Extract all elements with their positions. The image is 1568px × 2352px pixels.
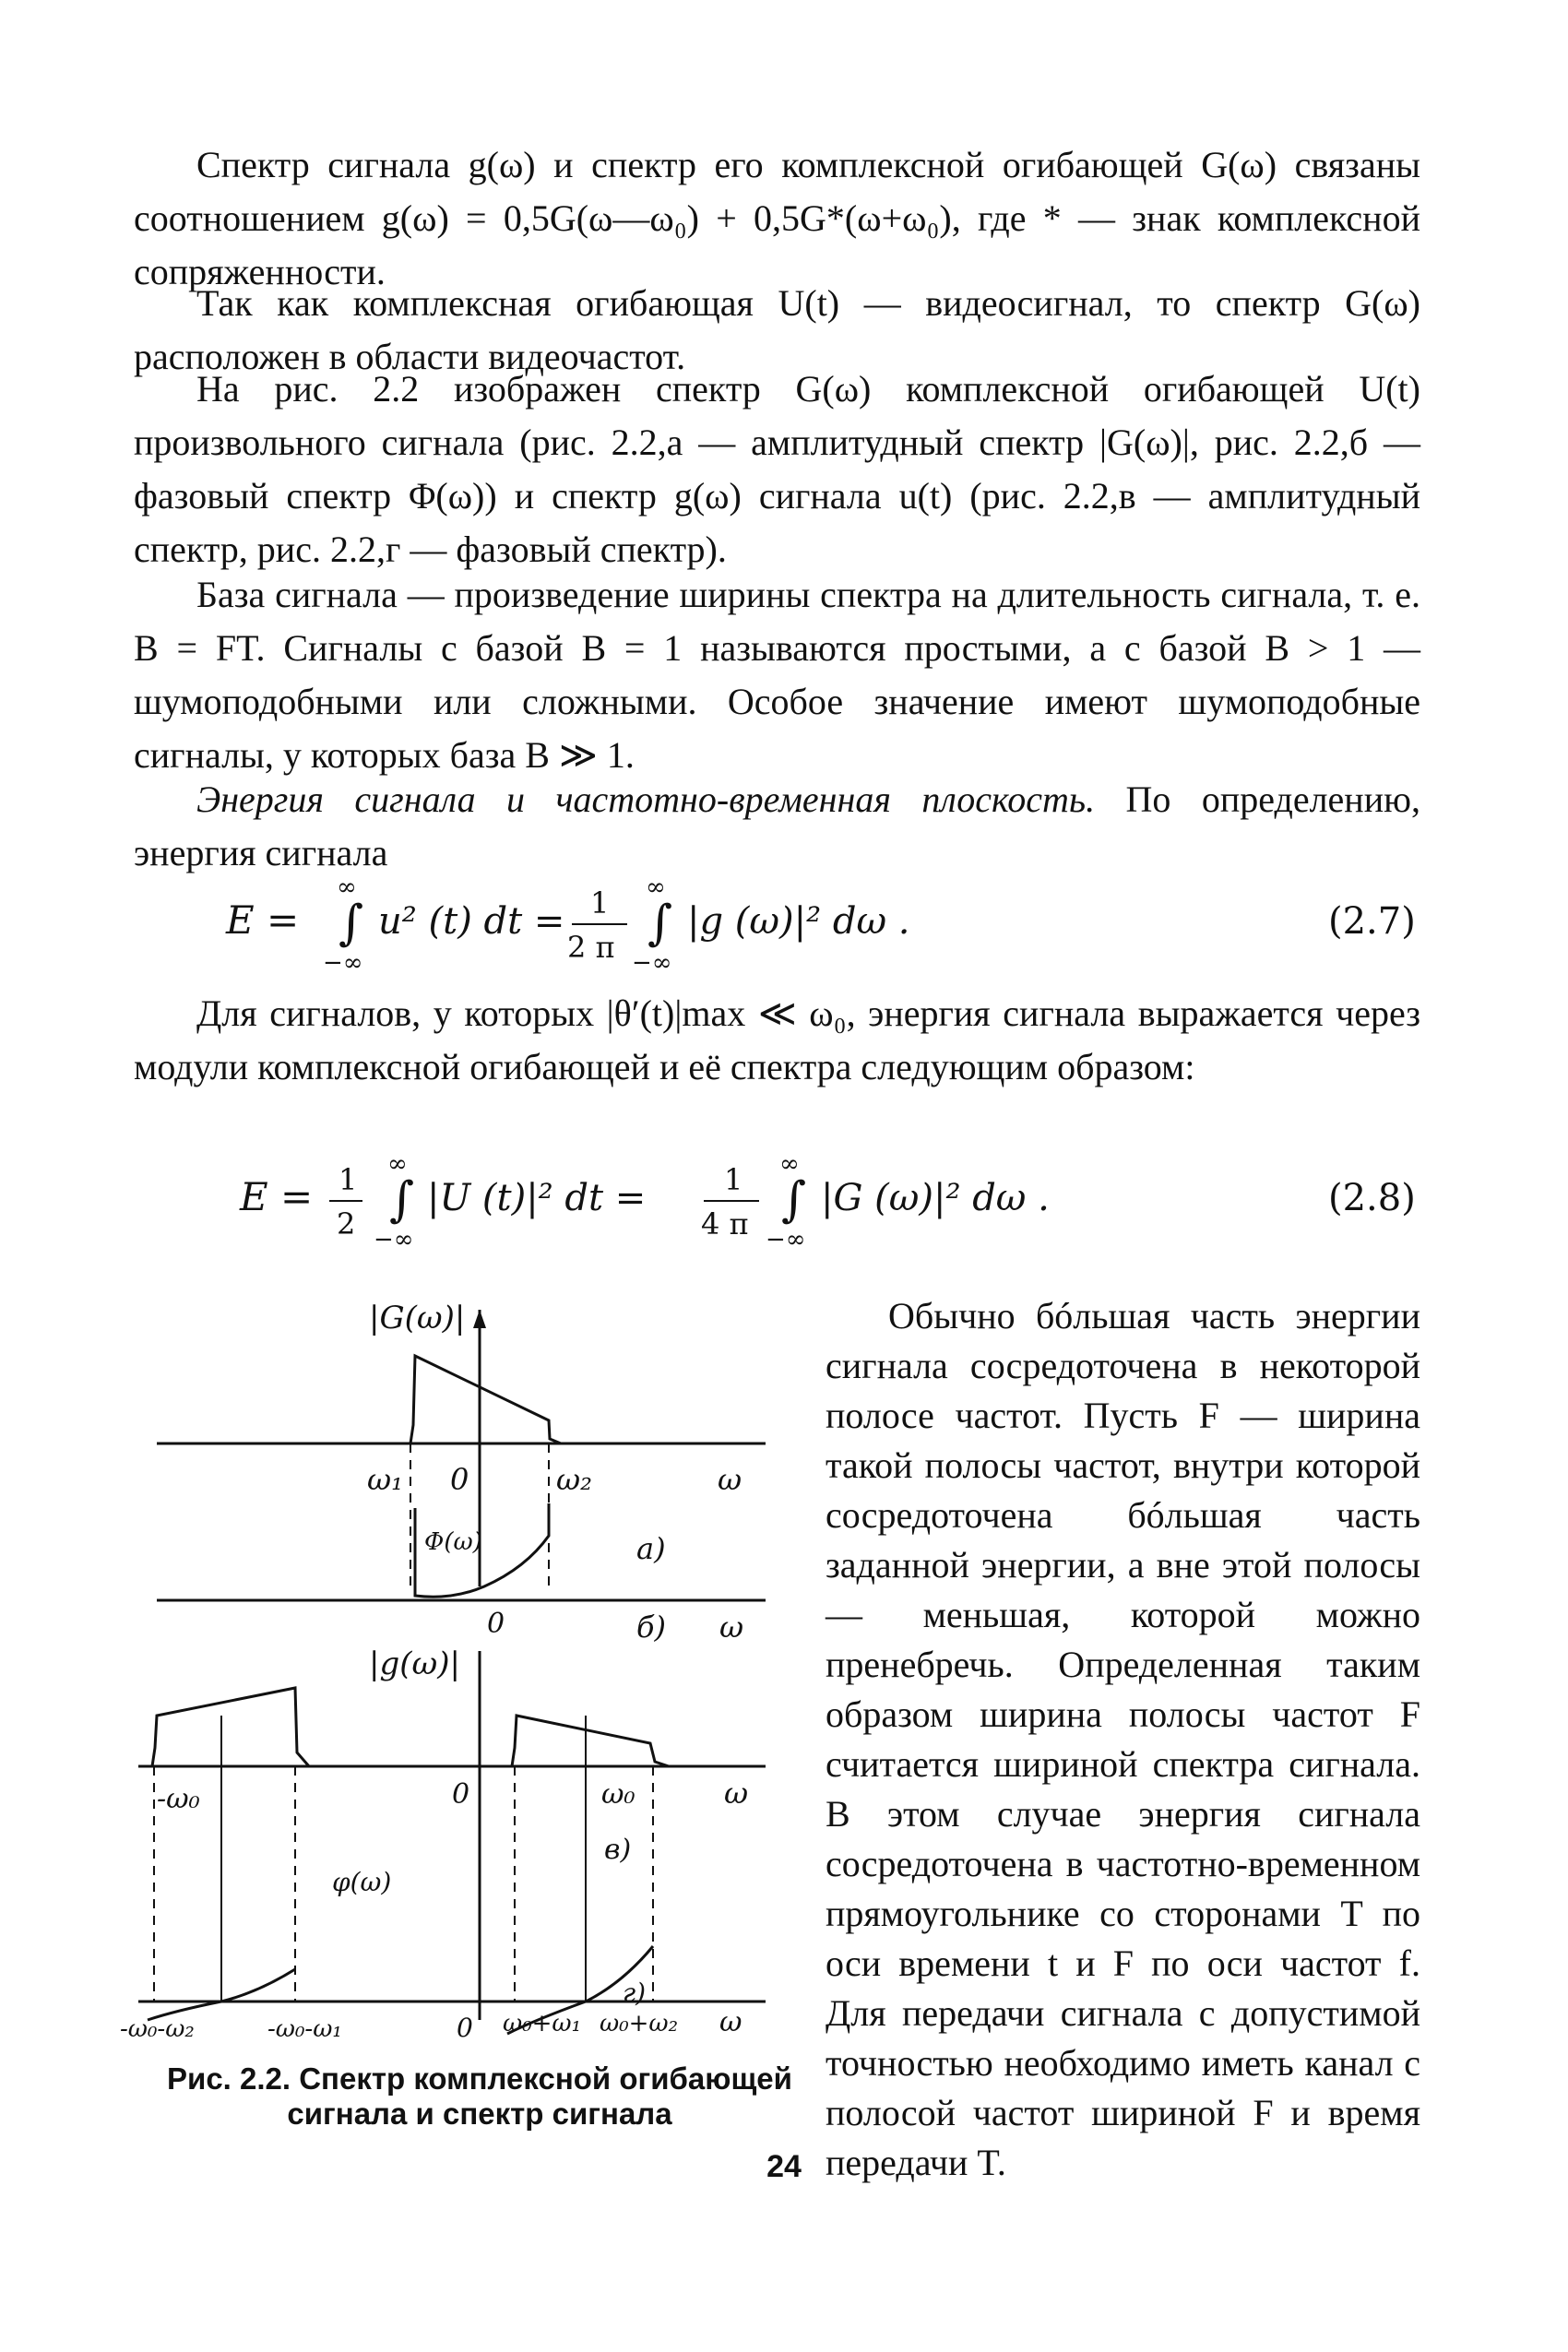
- integral-lower: −∞: [374, 1226, 414, 1253]
- paragraph-video-signal: Так как комплексная огибающая U(t) — видеосигнал, то спектр G(ω) расположен в области видеочастот.: [134, 282, 1420, 377]
- integral-body: |G (ω)|² dω .: [821, 1177, 1050, 1219]
- fraction-numerator: 1: [724, 1162, 743, 1197]
- figure-2-2: [120, 1282, 812, 2038]
- label-omega2: ω₂: [556, 1462, 592, 1497]
- integral-upper: ∞: [779, 1150, 800, 1178]
- paragraph-signal-base: База сигнала — произведение ширины спектра на длительность сигнала, т. е. B = FT. Сигналы с базой B = 1 называются простыми, а с базой B > 1 — шумоподобными или сложными. Особое значение имеют шумоподобные сигналы, у которых база B ≫ 1.: [134, 574, 1420, 776]
- label-omega-b: ω: [719, 1610, 744, 1645]
- label-panel-c: в): [604, 1834, 632, 1866]
- figure-caption: Рис. 2.2. Спектр комплексной огибающей сигнала и спектр сигнала: [167, 2061, 792, 2131]
- paragraph-figure-description: На рис. 2.2 изображен спектр G(ω) комплексной огибающей U(t) произвольного сигнала (рис. 2.2,а — амплитудный спектр |G(ω)|, рис. 2.2,б — фазовый спектр Φ(ω)) и спектр g(ω) сигнала u(t) (рис. 2.2,в — амплитудный спектр, рис. 2.2,г — фазовый спектр).: [134, 368, 1420, 570]
- formula-2-7: [134, 867, 1420, 978]
- integral-upper: ∞: [387, 1150, 408, 1178]
- paragraph-side-text: Обычно бóльшая часть энергии сигнала сосредоточена в некоторой полосе частот. Пусть F — ширина такой полосы частот, внутри которой сосредоточена бóльшая часть заданной энергии, а вне этой полосы — меньшая, которой можно пренебречь. Определенная таким образом ширина полосы частот F считается шириной спектра сигнала. В этом случае энергия сигнала сосредоточена в частотно-временном прямоугольнике со сторонами T по оси времени t и F по оси частот f. Для передачи сигнала с допустимой точностью необходимо иметь канал с полосой частот шириной F и время передачи T.: [826, 1295, 1420, 2183]
- label-panel-a: а): [636, 1531, 666, 1566]
- label-phi: φ(ω): [332, 1867, 392, 1897]
- figure-spacer: [120, 1577, 812, 1586]
- equation-number: (2.8): [1328, 1177, 1416, 1219]
- page-number: 24: [766, 2149, 802, 2184]
- integral-sign: ∫: [389, 1172, 415, 1228]
- paragraph-spectrum-relation: Спектр сигнала g(ω) и спектр его комплексной огибающей G(ω) связаны соотношением g(ω) = 0,5G(ω—ω₀) + 0,5G*(ω+ω₀), где * — знак комплексной сопряженности.: [134, 144, 1420, 292]
- label-zero-c: 0: [452, 1778, 470, 1811]
- label-omega-d: ω: [719, 2006, 742, 2038]
- label-Phi: Φ(ω): [424, 1528, 482, 1556]
- section-heading: Энергия сигнала и частотно-временная плоскость.: [196, 778, 1096, 820]
- formula-2-8-svg: [134, 1144, 1420, 1254]
- integral-body: |U (t)|² dt =: [427, 1177, 647, 1219]
- fraction-numerator: 1: [339, 1162, 358, 1197]
- paragraph-energy-definition: [134, 773, 1420, 880]
- integral-upper: ∞: [646, 873, 666, 901]
- integral-body: |g (ω)|² dω .: [687, 900, 910, 943]
- label-omega-c: ω: [724, 1776, 749, 1811]
- fraction-denominator: 4 π: [701, 1206, 749, 1241]
- integral-lower: −∞: [766, 1226, 806, 1253]
- label-minus-omega0-minus-omega1: -ω₀-ω₁: [267, 2015, 342, 2038]
- formula-lhs: E =: [226, 897, 300, 943]
- formula-lhs: E =: [240, 1174, 314, 1219]
- integral-upper: ∞: [337, 873, 357, 901]
- label-zero-a: 0: [450, 1462, 469, 1497]
- integral-sign: ∫: [781, 1172, 807, 1228]
- integral-lower: −∞: [632, 949, 672, 977]
- axis-arrow-icon: [473, 1310, 486, 1328]
- fraction-denominator: 2: [337, 1206, 356, 1241]
- fraction-numerator: 1: [590, 885, 610, 921]
- formula-2-8: [134, 1144, 1420, 1254]
- integral-lower: −∞: [323, 949, 363, 977]
- amplitude-left-lobe: [143, 1688, 309, 1766]
- label-g-abs: |g(ω)|: [369, 1645, 460, 1682]
- label-omega0: ω₀: [601, 1778, 636, 1811]
- integral-body: u² (t) dt =: [378, 900, 565, 943]
- fraction-denominator: 2 π: [567, 930, 615, 965]
- label-panel-d: г): [623, 1978, 647, 2008]
- label-omega0-plus-omega2: ω₀+ω₂: [600, 2010, 679, 2037]
- label-omega1: ω₁: [367, 1462, 403, 1497]
- label-G-abs: |G(ω)|: [369, 1300, 466, 1336]
- label-omega-a: ω: [718, 1462, 742, 1497]
- label-panel-b: б): [636, 1610, 667, 1645]
- amplitude-right-lobe: [507, 1716, 669, 1766]
- label-zero-b: 0: [487, 1608, 505, 1640]
- label-minus-omega0-minus-omega2: -ω₀-ω₂: [120, 2015, 195, 2038]
- label-zero-d: 0: [457, 2013, 473, 2038]
- integral-sign: ∫: [339, 896, 364, 951]
- label-minus-omega0: -ω₀: [157, 1783, 200, 1815]
- section-heading-rest: По определению, энергия сигнала: [134, 778, 1420, 873]
- integral-sign: ∫: [647, 896, 673, 951]
- paragraph-energy-envelope: Для сигналов, у которых |θ′(t)|max ≪ ω₀, энергия сигнала выражается через модули комплексной огибающей и её спектра следующим образом:: [134, 992, 1420, 1087]
- equation-number: (2.7): [1328, 900, 1416, 943]
- formula-2-7-svg: [134, 867, 1420, 978]
- label-omega0-plus-omega1: ω₀+ω₁: [503, 2010, 582, 2037]
